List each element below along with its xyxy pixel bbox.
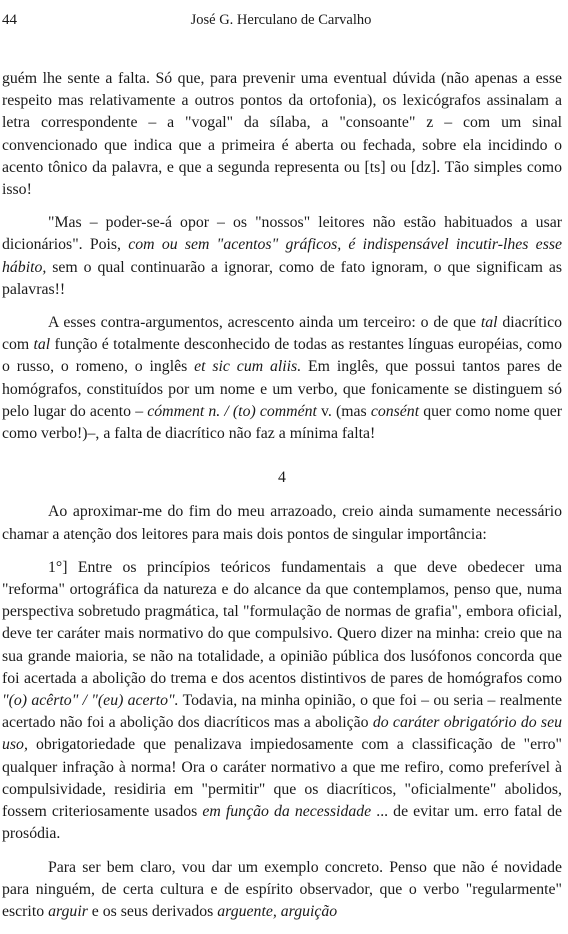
paragraph-5	[2, 557, 562, 846]
paragraph-5-italic-obrigatorio: do caráter obrigatório do seu uso,	[2, 714, 562, 754]
paragraph-3-text-c: função é totalmente desconhecido de todas as restantes línguas européias, como o russo, o romeno, o inglês	[2, 336, 562, 376]
paragraph-6-text-a: Para ser bem claro, vou dar um exemplo concreto. Penso que não é novidade para ninguém, de certa cultura e de espírito observador, que o verbo "regularmente" escrito	[2, 858, 562, 920]
paragraph-6-italic-arguir: arguir	[48, 902, 88, 920]
paragraph-1-text: guém lhe sente a falta. Só que, para prevenir uma eventual dúvida (não apenas a esse respeito mas relativamente a outros pontos da ortofonia), os lexicógrafos assinalam a letra correspondente – a "vogal" da sílaba, a "consoante" z – com um sinal convencionado que indica que a primeira é aberta ou fechada, sobre ela incidindo o acento tônico da palavra, e que a segunda representa ou [ts] ou [dz]. Tão simples como isso!	[2, 70, 562, 199]
section-number: 4	[278, 469, 286, 487]
paragraph-3-text-b: diacrítico com	[2, 314, 562, 354]
paragraph-5-text-a: 1°] Entre os princípios teóricos fundamentais a que deve obedecer uma "reforma" ortográfica da natureza e do alcance da que contemplamos, penso que, numa perspectiva sobretudo pragmática, tal "formulação de normas de grafia", embora oficial, deve ter caráter mais normativo do que compulsivo. Quero dizer na minha: creio que na sua grande maioria, se não na totalidade, a opinião pública dos lusófonos concorda que foi acertada a abolição do trema e dos acentos distintivos de pares de homógrafos como	[2, 558, 562, 687]
paragraph-3-italic-latin: et sic cum aliis.	[194, 358, 302, 376]
paragraph-1	[2, 68, 562, 201]
paragraph-6-italic-derivados: arguente, arguição	[217, 902, 338, 920]
paragraph-6-text-b: e os seus derivados	[87, 902, 218, 920]
running-header	[2, 12, 560, 34]
paragraph-2-text-a: "Mas – poder-se-á opor – os "nossos" leitores não estão habituados a usar dicionários". Pois,	[2, 214, 562, 254]
paragraph-5-italic-necessidade: em função da necessidade	[202, 803, 372, 821]
paragraph-5-text-c: obrigatoriedade que penalizava impiedosamente com a classificação de "erro" qualquer infração à norma! Ora o caráter normativo a que me refiro, como preferível à compulsividade, residiria em "permitir" que os diacríticos, "oficialmente" abolidos, fossem criteriosamente usados	[2, 736, 562, 821]
paragraph-5-text-b: Todavia, na minha opinião, o que foi – ou seria – realmente acertado não foi a abolição dos diacríticos mas a abolição	[2, 692, 563, 732]
running-title: José G. Herculano de Carvalho	[190, 12, 372, 28]
paragraph-3-text-d: Em inglês, que possui tantos pares de homógrafos, constituídos por um nome e um verbo, que fonicamente se distinguem só pelo lugar do acento –	[2, 358, 562, 420]
paragraph-6	[2, 857, 562, 924]
paragraph-3-italic-tal-2: tal	[33, 336, 51, 354]
paragraph-3-italic-examples: cómment n. / (to) commént	[147, 402, 317, 420]
paragraph-3	[2, 312, 562, 445]
paragraph-4-text: Ao aproximar-me do fim do meu arrazoado, creio ainda sumamente necessário chamar a atenção dos leitores para mais dois pontos de singular importância:	[2, 503, 562, 543]
paragraph-4	[2, 501, 562, 545]
paragraph-5-italic-example: "(o) acêrto" / "(eu) acerto".	[2, 692, 179, 710]
paragraph-3-text-f: quer como nome quer como verbo!)–, a falta de diacrítico não faz a mínima falta!	[2, 402, 562, 443]
paragraph-2	[2, 212, 562, 301]
paragraph-5-text-d: ... de evitar um. erro fatal de prosódia.	[2, 803, 563, 843]
page-number: 44	[2, 12, 17, 28]
paragraph-2-italic: com ou sem "acentos" gráficos, é indispensável incutir-lhes esse hábito,	[2, 236, 562, 276]
paragraph-3-text-a: A esses contra-argumentos, acrescento ainda um terceiro: o de que	[48, 314, 481, 332]
paragraph-2-text-b: sem o qual continuarão a ignorar, como de fato ignoram, o que significam as palavras!!	[2, 258, 562, 298]
paragraph-3-italic-consent: consént	[370, 402, 420, 420]
paragraph-3-italic-tal-1: tal	[480, 314, 498, 332]
paragraph-3-text-e: v. (mas	[316, 402, 371, 420]
page-body	[2, 68, 562, 934]
